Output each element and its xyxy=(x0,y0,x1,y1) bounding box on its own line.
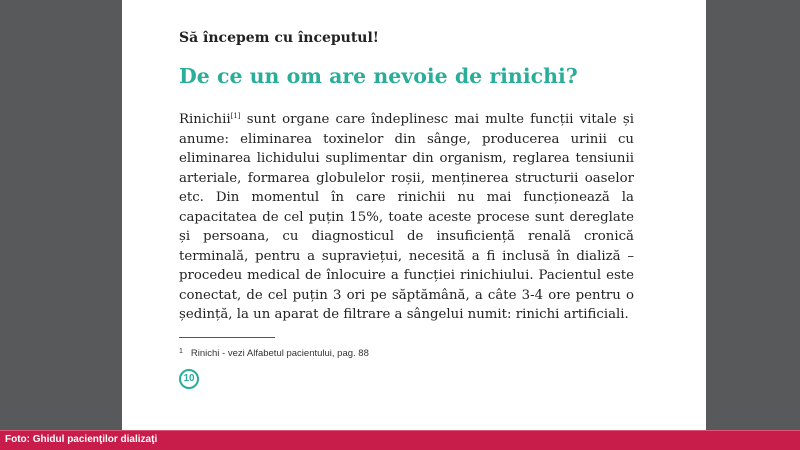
photo-caption-bar xyxy=(0,430,800,450)
footnote-reference[interactable]: [1] xyxy=(230,112,241,120)
photo-caption: Foto: Ghidul pacienţilor dializaţi xyxy=(5,434,158,445)
section-title: Să începem cu începutul! xyxy=(179,30,379,46)
footnote xyxy=(179,348,369,359)
body-text: sunt organe care îndeplinesc mai multe funcții vitale și anume: eliminarea toxinelor din sânge, producerea urinii cu eliminarea lichidului suplimentar din organism, reglarea tensiunii arteriale, formarea globulelor roșii, menținerea structurii oaselor etc. Din momentul în care rinichii nu mai funcționează la capacitatea de cel puțin 15%, toate aceste procese sunt dereglate și persoana, cu diagnosticul de insuficiență renală cronică terminală, pentru a supraviețui, necesită a fi inclusă în dializă –procedeu medical de înlocuire a funcției rinichiului. Pacientul este conectat, de cel puțin 3 ori pe săptămână, a câte 3-4 ore pentru o ședință, la un aparat de filtrare a sângelui numit: rinichi artificiali. xyxy=(179,112,634,322)
body-first-word: Rinichii xyxy=(179,112,231,127)
body-paragraph xyxy=(179,110,634,325)
document-page xyxy=(122,0,706,430)
page-number-badge: 10 xyxy=(179,369,199,389)
footnote-number: 1 xyxy=(179,348,183,355)
footnote-divider xyxy=(179,337,275,338)
footnote-text: Rinichi - vezi Alfabetul pacientului, pag. 88 xyxy=(190,348,369,359)
page-heading: De ce un om are nevoie de rinichi? xyxy=(179,64,578,88)
